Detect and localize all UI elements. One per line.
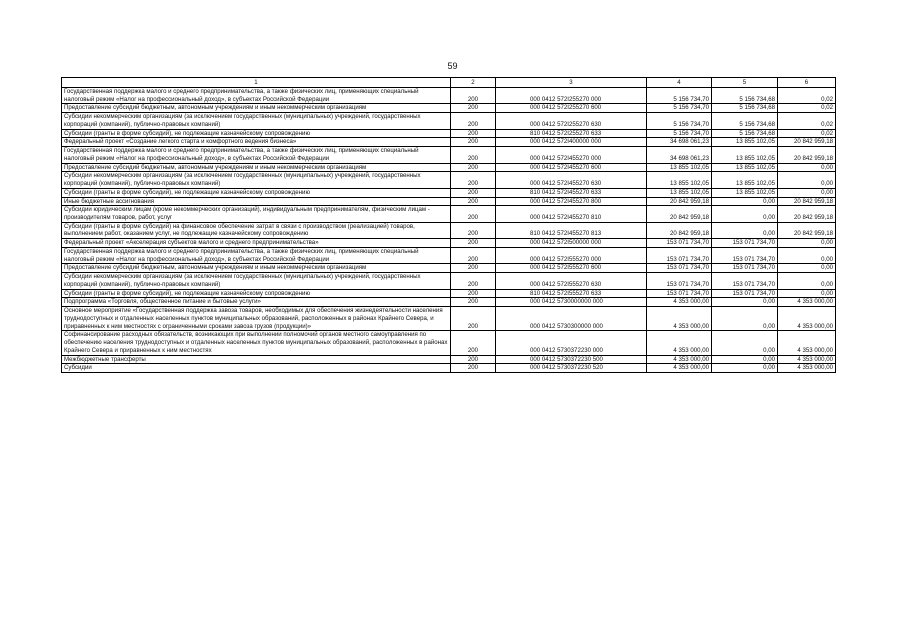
row-value-4-cell: 4 353 000,00 (647, 307, 712, 331)
row-value-4-cell: 153 071 734,70 (647, 273, 712, 289)
row-value-6-cell: 4 353 000,00 (778, 298, 836, 307)
row-value-6-cell: 0,02 (778, 88, 836, 104)
row-value-5-cell: 0,00 (712, 222, 778, 238)
row-value-6-cell: 20 842 959,18 (778, 197, 836, 206)
row-name-cell: Государственная поддержка малого и среднего предпринимательства, а также физических лиц, применяющих специальный налоговый режим «Налог на профессиональный доход», в субъектах Российской Федерации (62, 247, 451, 263)
row-value-5-cell: 13 855 102,05 (712, 147, 778, 163)
row-name-cell: Субсидии юридическим лицам (кроме некоммерческих организаций), индивидуальным предпринимателям, физическим лицам - производителям товаров, работ, услуг (62, 206, 451, 222)
table-row (62, 206, 836, 222)
column-header-1: 1 (62, 78, 451, 88)
table-row (62, 147, 836, 163)
row-value-5-cell: 0,00 (712, 355, 778, 364)
table-row (62, 247, 836, 263)
row-value-4-cell: 153 071 734,70 (647, 289, 712, 298)
row-classifier-cell: 810 0412 572I255270 633 (496, 129, 647, 138)
table-row (62, 129, 836, 138)
table-row (62, 289, 836, 298)
row-value-5-cell: 5 156 734,68 (712, 129, 778, 138)
row-value-4-cell: 34 698 061,23 (647, 147, 712, 163)
row-value-6-cell: 20 842 959,18 (778, 138, 836, 147)
row-value-6-cell: 0,00 (778, 264, 836, 273)
table-row (62, 163, 836, 172)
row-value-4-cell: 5 156 734,70 (647, 129, 712, 138)
table-row (62, 138, 836, 147)
row-code-cell: 200 (451, 188, 496, 197)
row-value-6-cell: 0,00 (778, 172, 836, 188)
column-header-6: 6 (778, 78, 836, 88)
row-value-6-cell: 4 353 000,00 (778, 307, 836, 331)
row-value-6-cell: 0,00 (778, 239, 836, 248)
row-name-cell: Основное мероприятие «Государственная поддержка завоза товаров, необходимых для обеспечения жизнедеятельности населения труднодоступных и отдаленных населенных пунктов муниципальных образований, расположенных в районах Крайнего Севера, и приравненных к ним местностях с ограниченными сроками завоза грузов (продукции)» (62, 307, 451, 331)
row-classifier-cell: 000 0412 572I455270 800 (496, 197, 647, 206)
row-value-4-cell: 20 842 959,18 (647, 206, 712, 222)
row-value-4-cell: 13 855 102,05 (647, 163, 712, 172)
row-value-5-cell: 5 156 734,68 (712, 113, 778, 129)
row-value-6-cell: 0,02 (778, 104, 836, 113)
row-classifier-cell: 000 0412 572I400000 000 (496, 138, 647, 147)
row-value-5-cell: 13 855 102,05 (712, 138, 778, 147)
row-value-5-cell: 153 071 734,70 (712, 239, 778, 248)
row-value-5-cell: 0,00 (712, 197, 778, 206)
row-value-4-cell: 153 071 734,70 (647, 264, 712, 273)
row-code-cell: 200 (451, 129, 496, 138)
row-value-6-cell: 0,00 (778, 188, 836, 197)
row-value-6-cell: 4 353 000,00 (778, 364, 836, 373)
row-value-4-cell: 13 855 102,05 (647, 172, 712, 188)
row-value-5-cell: 5 156 734,68 (712, 104, 778, 113)
row-code-cell: 200 (451, 364, 496, 373)
row-value-5-cell: 13 855 102,05 (712, 188, 778, 197)
row-value-6-cell: 0,00 (778, 273, 836, 289)
row-classifier-cell: 000 0412 5730300000 000 (496, 307, 647, 331)
row-value-5-cell: 0,00 (712, 364, 778, 373)
row-value-6-cell: 20 842 959,18 (778, 147, 836, 163)
row-name-cell: Субсидии (гранты в форме субсидий) на финансовое обеспечение затрат в связи с производством (реализацией) товаров, выполнением работ, оказанием услуг, не подлежащие казначейскому сопровождению (62, 222, 451, 238)
budget-table-body (62, 78, 836, 373)
row-value-4-cell: 4 353 000,00 (647, 298, 712, 307)
table-row (62, 331, 836, 355)
row-code-cell: 200 (451, 163, 496, 172)
table-row (62, 239, 836, 248)
row-code-cell: 200 (451, 273, 496, 289)
table-row (62, 222, 836, 238)
row-name-cell: Субсидии (62, 364, 451, 373)
row-value-5-cell: 153 071 734,70 (712, 264, 778, 273)
row-code-cell: 200 (451, 113, 496, 129)
row-name-cell: Федеральный проект «Создание легкого старта и комфортного ведения бизнеса» (62, 138, 451, 147)
row-value-4-cell: 4 353 000,00 (647, 355, 712, 364)
column-header-4: 4 (647, 78, 712, 88)
row-code-cell: 200 (451, 222, 496, 238)
row-value-4-cell: 4 353 000,00 (647, 331, 712, 355)
row-value-5-cell: 5 156 734,68 (712, 88, 778, 104)
table-row (62, 172, 836, 188)
row-name-cell: Предоставление субсидий бюджетным, автономным учреждениям и иным некоммерческим организациям (62, 264, 451, 273)
row-classifier-cell: 000 0412 5730372230 500 (496, 355, 647, 364)
row-code-cell: 200 (451, 172, 496, 188)
row-value-6-cell: 20 842 959,18 (778, 206, 836, 222)
row-value-5-cell: 0,00 (712, 298, 778, 307)
table-row (62, 188, 836, 197)
row-value-5-cell: 0,00 (712, 331, 778, 355)
row-value-4-cell: 153 071 734,70 (647, 247, 712, 263)
row-classifier-cell: 000 0412 5730372230 000 (496, 331, 647, 355)
table-row (62, 88, 836, 104)
row-classifier-cell: 000 0412 572I455270 000 (496, 147, 647, 163)
table-header-row (62, 78, 836, 88)
row-value-4-cell: 153 071 734,70 (647, 239, 712, 248)
row-name-cell: Подпрограмма «Торговля, общественное питание и бытовые услуги» (62, 298, 451, 307)
column-header-2: 2 (451, 78, 496, 88)
row-classifier-cell: 000 0412 5730372230 520 (496, 364, 647, 373)
row-name-cell: Субсидии некоммерческим организациям (за исключением государственных (муниципальных) учреждений, государственных корпораций (компаний), публично-правовых компаний) (62, 113, 451, 129)
table-row (62, 264, 836, 273)
row-value-4-cell: 5 156 734,70 (647, 113, 712, 129)
row-value-5-cell: 153 071 734,70 (712, 247, 778, 263)
row-code-cell: 200 (451, 197, 496, 206)
row-name-cell: Субсидии (гранты в форме субсидий), не подлежащие казначейскому сопровождению (62, 129, 451, 138)
row-value-4-cell: 5 156 734,70 (647, 88, 712, 104)
row-classifier-cell: 000 0412 572I555270 000 (496, 247, 647, 263)
page-number: 59 (447, 61, 458, 71)
row-classifier-cell: 000 0412 572I500000 000 (496, 239, 647, 248)
row-name-cell: Иные бюджетные ассигнования (62, 197, 451, 206)
row-code-cell: 200 (451, 289, 496, 298)
row-classifier-cell: 000 0412 572I555270 630 (496, 273, 647, 289)
row-classifier-cell: 000 0412 572I455270 810 (496, 206, 647, 222)
row-value-4-cell: 34 698 061,23 (647, 138, 712, 147)
row-code-cell: 200 (451, 147, 496, 163)
row-value-5-cell: 13 855 102,05 (712, 163, 778, 172)
row-value-5-cell: 0,00 (712, 206, 778, 222)
row-classifier-cell: 000 0412 5730000000 000 (496, 298, 647, 307)
row-code-cell: 200 (451, 331, 496, 355)
row-code-cell: 200 (451, 239, 496, 248)
budget-table (61, 77, 836, 373)
row-value-6-cell: 20 842 959,18 (778, 222, 836, 238)
row-value-4-cell: 13 855 102,05 (647, 188, 712, 197)
row-classifier-cell: 000 0412 572I455270 630 (496, 172, 647, 188)
row-value-5-cell: 0,00 (712, 307, 778, 331)
row-value-5-cell: 13 855 102,05 (712, 172, 778, 188)
row-name-cell: Предоставление субсидий бюджетным, автономным учреждениям и иным некоммерческим организациям (62, 104, 451, 113)
row-value-4-cell: 5 156 734,70 (647, 104, 712, 113)
row-classifier-cell: 000 0412 572I255270 630 (496, 113, 647, 129)
row-value-6-cell: 4 353 000,00 (778, 355, 836, 364)
row-value-4-cell: 20 842 959,18 (647, 197, 712, 206)
row-value-6-cell: 0,00 (778, 247, 836, 263)
row-code-cell: 200 (451, 206, 496, 222)
table-row (62, 113, 836, 129)
table-row (62, 273, 836, 289)
row-name-cell: Софинансирование расходных обязательств, возникающих при выполнении полномочий органов местного самоуправления по обеспечению населения труднодоступных и отдаленных населенных пунктов муниципальных образований, расположенных в районах Крайнего Севера и приравненных к ним местностях (62, 331, 451, 355)
row-name-cell: Субсидии (гранты в форме субсидий), не подлежащие казначейскому сопровождению (62, 188, 451, 197)
row-code-cell: 200 (451, 88, 496, 104)
row-value-5-cell: 153 071 734,70 (712, 289, 778, 298)
row-name-cell: Межбюджетные трансферты (62, 355, 451, 364)
row-code-cell: 200 (451, 298, 496, 307)
row-value-6-cell: 4 353 000,00 (778, 331, 836, 355)
row-name-cell: Субсидии (гранты в форме субсидий), не подлежащие казначейскому сопровождению (62, 289, 451, 298)
row-classifier-cell: 810 0412 572I455270 813 (496, 222, 647, 238)
row-value-6-cell: 0,00 (778, 163, 836, 172)
row-classifier-cell: 000 0412 572I555270 600 (496, 264, 647, 273)
row-name-cell: Государственная поддержка малого и среднего предпринимательства, а также физических лиц, применяющих специальный налоговый режим «Налог на профессиональный доход», в субъектах Российской Федерации (62, 88, 451, 104)
row-value-6-cell: 0,02 (778, 129, 836, 138)
row-classifier-cell: 000 0412 572I255270 600 (496, 104, 647, 113)
table-row (62, 197, 836, 206)
row-code-cell: 200 (451, 247, 496, 263)
row-value-4-cell: 4 353 000,00 (647, 364, 712, 373)
row-name-cell: Предоставление субсидий бюджетным, автономным учреждениям и иным некоммерческим организациям (62, 163, 451, 172)
column-header-3: 3 (496, 78, 647, 88)
row-code-cell: 200 (451, 264, 496, 273)
row-code-cell: 200 (451, 307, 496, 331)
row-code-cell: 200 (451, 355, 496, 364)
row-code-cell: 200 (451, 104, 496, 113)
table-row (62, 307, 836, 331)
row-classifier-cell: 810 0412 572I555270 633 (496, 289, 647, 298)
table-row (62, 355, 836, 364)
row-code-cell: 200 (451, 138, 496, 147)
row-classifier-cell: 810 0412 572I455270 633 (496, 188, 647, 197)
table-row (62, 298, 836, 307)
row-value-5-cell: 153 071 734,70 (712, 273, 778, 289)
column-header-5: 5 (712, 78, 778, 88)
row-value-6-cell: 0,02 (778, 113, 836, 129)
table-row (62, 104, 836, 113)
row-name-cell: Субсидии некоммерческим организациям (за исключением государственных (муниципальных) учреждений, государственных корпораций (компаний), публично-правовых компаний) (62, 273, 451, 289)
table-row (62, 364, 836, 373)
row-classifier-cell: 000 0412 572I255270 000 (496, 88, 647, 104)
row-value-4-cell: 20 842 959,18 (647, 222, 712, 238)
row-classifier-cell: 000 0412 572I455270 600 (496, 163, 647, 172)
row-value-6-cell: 0,00 (778, 289, 836, 298)
row-name-cell: Государственная поддержка малого и среднего предпринимательства, а также физических лиц, применяющих специальный налоговый режим «Налог на профессиональный доход», в субъектах Российской Федерации (62, 147, 451, 163)
row-name-cell: Федеральный проект «Акселерация субъектов малого и среднего предпринимательства» (62, 239, 451, 248)
row-name-cell: Субсидии некоммерческим организациям (за исключением государственных (муниципальных) учреждений, государственных корпораций (компаний), публично-правовых компаний) (62, 172, 451, 188)
